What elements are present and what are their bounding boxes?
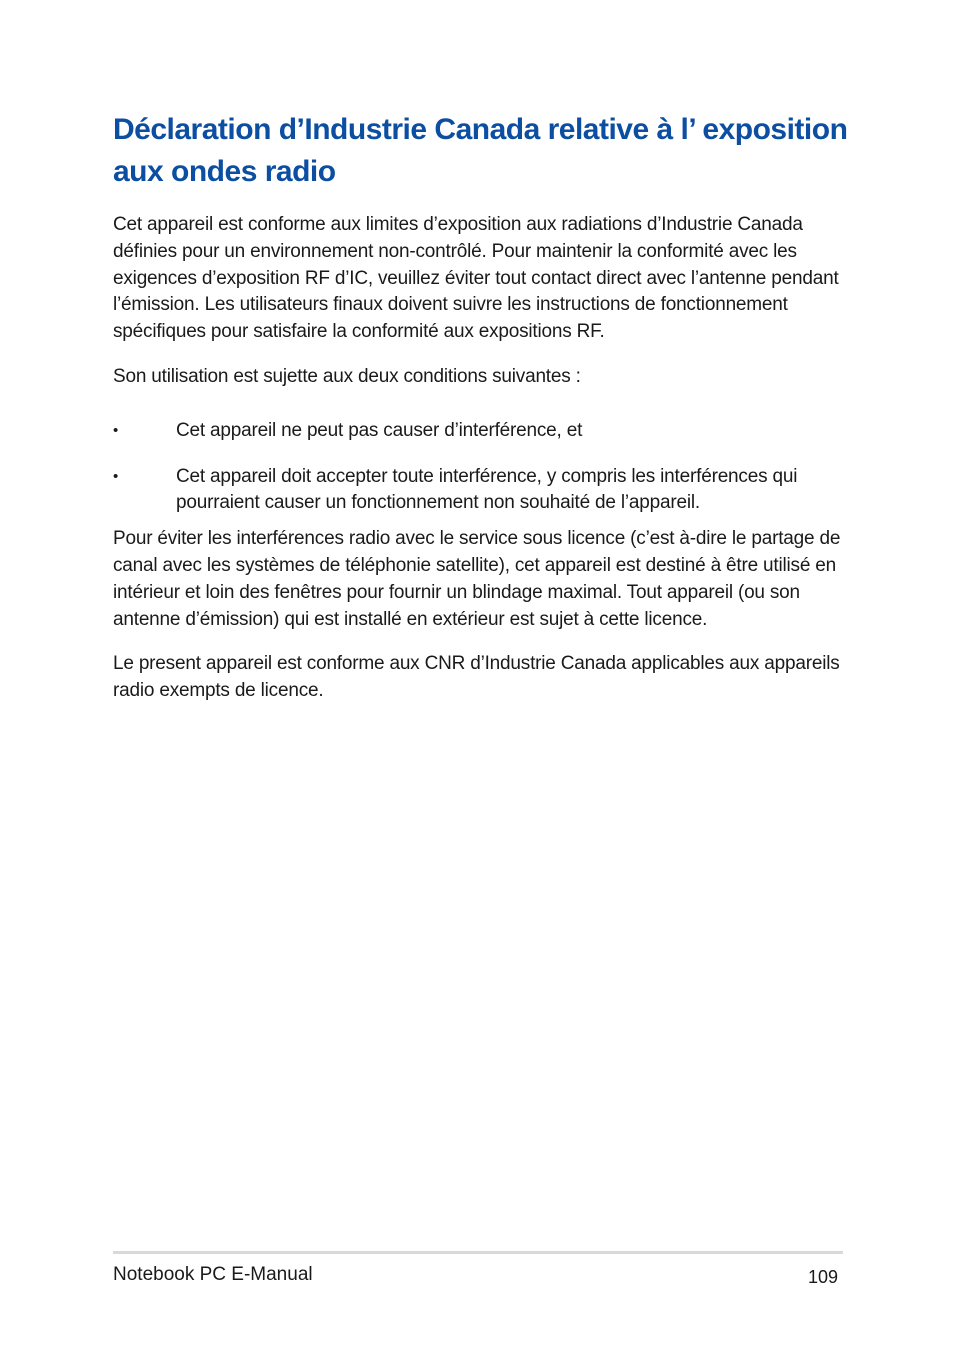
list-item: [113, 418, 848, 445]
page-title: Déclaration d’Industrie Canada relative à l’ exposition aux ondes radio: [113, 113, 848, 188]
paragraph-licensed-service: Pour éviter les interférences radio avec le service sous licence (c’est à-dire le partage de canal avec les systèmes de téléphonie satellite), cet appareil est destiné à être utilisé en intérieur et loin des fenêtres pour fournir un blindage maximal. Tout appareil (ou son antenne d’émission) qui est installé en extérieur est sujet à cette licence.: [113, 528, 841, 630]
bullet-icon: •: [113, 421, 119, 439]
paragraph-conditions-intro: Son utilisation est sujette aux deux conditions suivantes :: [113, 365, 581, 387]
footer-manual-name: Notebook PC E-Manual: [113, 1264, 313, 1285]
paragraph-cnr-compliance: Le present appareil est conforme aux CNR d’Industrie Canada applicables aux appareils radio exempts de licence.: [113, 653, 840, 702]
document-body: [113, 212, 848, 705]
footer-page-number: 109: [807, 1267, 838, 1287]
footer-divider: [113, 1251, 843, 1254]
paragraph-exposure-limits: Cet appareil est conforme aux limites d’exposition aux radiations d’Industrie Canada définies pour un environnement non-contrôlé. Pour maintenir la conformité avec les exigences d’exposition RF d’IC, veuillez éviter tout contact direct avec l’antenne pendant l’émission. Les utilisateurs finaux doivent suivre les instructions de fonctionnement spécifiques pour satisfaire la conformité aux expositions RF.: [113, 214, 839, 343]
list-item-text: Cet appareil ne peut pas causer d’interférence, et: [176, 419, 583, 441]
conditions-list: [113, 418, 848, 517]
list-item: [113, 464, 848, 518]
bullet-icon: •: [113, 467, 119, 485]
list-item-text: Cet appareil doit accepter toute interférence, y compris les interférences qui pourraient causer un fonctionnement non souhaité de l’appareil.: [176, 465, 798, 514]
